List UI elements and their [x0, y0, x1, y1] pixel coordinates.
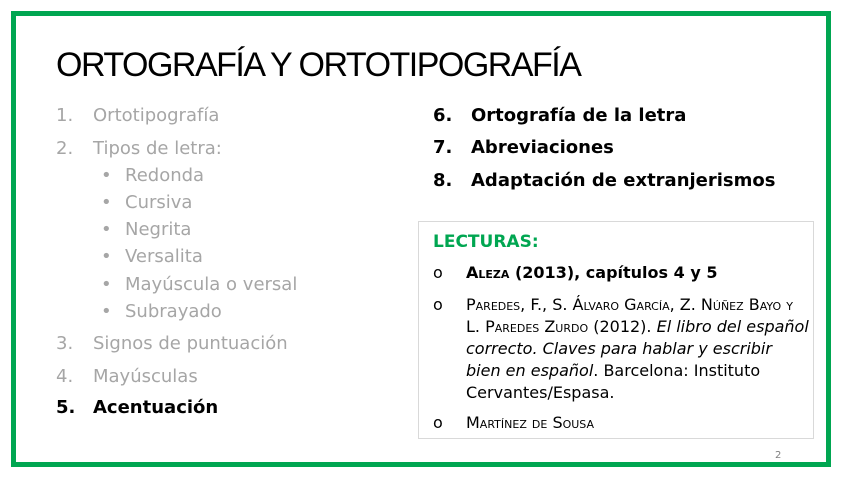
list-number: 8.	[433, 170, 453, 191]
list-number: 4.	[56, 366, 74, 387]
list-label: Ortografía de la letra	[471, 105, 687, 126]
list-label: Adaptación de extranjerismos	[471, 170, 776, 191]
bullet-icon: •	[101, 192, 112, 213]
list-number: 7.	[433, 137, 453, 158]
reference-author: Martínez de Sousa	[466, 413, 595, 432]
sub-item-label: Cursiva	[125, 192, 193, 213]
page-number: 2	[775, 450, 782, 461]
list-label: Signos de puntuación	[93, 333, 288, 354]
list-number: 3.	[56, 333, 74, 354]
sub-item-label: Versalita	[125, 246, 203, 267]
list-number: 2.	[56, 138, 74, 159]
list-label: Tipos de letra:	[93, 138, 222, 159]
reference-year: (2012).	[588, 317, 657, 336]
circle-bullet-icon: o	[433, 295, 443, 314]
circle-bullet-icon: o	[433, 413, 443, 432]
sub-item-label: Redonda	[125, 165, 205, 186]
list-label: Abreviaciones	[471, 137, 614, 158]
reference-details: (2013), capítulos 4 y 5	[509, 263, 718, 282]
sub-item-label: Mayúscula o versal	[125, 274, 298, 295]
reference-authors: Paredes, F., S. Álvaro García, Z. Núñez Bayo y L. Paredes Zurdo	[466, 295, 793, 336]
reference-publisher: . Barcelona: Instituto Cervantes/Espasa.	[466, 361, 761, 402]
readings-heading: LECTURAS:	[433, 232, 539, 252]
sub-item-label: Negrita	[125, 219, 192, 240]
bullet-icon: •	[101, 165, 112, 186]
bullet-icon: •	[101, 246, 112, 267]
readings-box	[418, 221, 814, 439]
list-number: 6.	[433, 105, 453, 126]
bullet-icon: •	[101, 219, 112, 240]
list-label: Ortotipografía	[93, 105, 220, 126]
bullet-icon: •	[101, 301, 112, 322]
list-label: Acentuación	[93, 397, 219, 418]
reference-book-title: El libro del español correcto. Claves para hablar y escribir bien en español	[466, 317, 809, 380]
sub-item-label: Subrayado	[125, 301, 222, 322]
circle-bullet-icon: o	[433, 263, 443, 282]
slide-title: ORTOGRAFÍA Y ORTOTIPOGRAFÍA	[56, 46, 581, 84]
list-number: 5.	[56, 397, 76, 418]
reference-author: Aleza	[466, 263, 510, 282]
list-label: Mayúsculas	[93, 366, 198, 387]
list-number: 1.	[56, 105, 74, 126]
bullet-icon: •	[101, 274, 112, 295]
